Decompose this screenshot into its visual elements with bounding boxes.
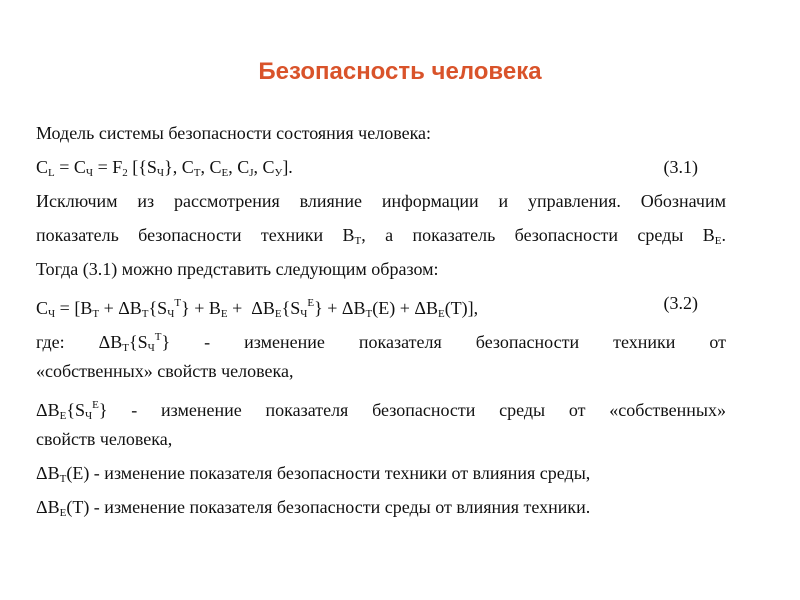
formula-3-2-expr: $C_Ч = [B_Т + \Delta B_Т\{S_Ч^Т\} + B_Е + \Delta B_Е\{S_Ч^Е\} + \Delta B_Т(Е) + \Delta B_Е(Т)]$, bbox=[36, 297, 479, 320]
definition-4: $\Delta B_Е(Т)$ - изменение показателя безопасности среды от влияния техники. bbox=[36, 497, 591, 519]
definition-1-cont: «собственных» свойств человека, bbox=[36, 361, 294, 381]
paragraph-line-2: показатель безопасности техники $B_Т$, а показатель безопасности среды $B_Е$. bbox=[36, 225, 726, 247]
definition-2: $\Delta B_Е\{S_Ч^Е\}$ - изменение показателя безопасности среды от «собственных» bbox=[36, 399, 726, 422]
intro-line: Модель системы безопасности состояния человека: bbox=[36, 123, 432, 143]
formula-3-2 bbox=[36, 286, 726, 320]
slide-body bbox=[36, 116, 726, 524]
formula-3-1-number: (3.1) bbox=[663, 157, 698, 177]
formula-3-1 bbox=[36, 150, 726, 184]
definition-3: $\Delta B_Т(Е)$ - изменение показателя безопасности техники от влияния среды, bbox=[36, 463, 591, 485]
definition-1: где: $\Delta B_Т\{S_Ч^Т\}$ - изменение показателя безопасности техники от bbox=[36, 331, 727, 354]
paragraph-line-3: Тогда (3.1) можно представить следующим образом: bbox=[36, 259, 439, 279]
page-title: Безопасность человека bbox=[258, 58, 542, 85]
formula-3-2-number: (3.2) bbox=[663, 293, 698, 313]
formula-3-1-expr: $C_L = C_Ч = F_2$ [$\{S_Ч\}$, $C_Т$, $C_Е$, $C_J$, $C_У$]. bbox=[36, 157, 293, 179]
definition-2-cont: свойств человека, bbox=[36, 429, 173, 449]
paragraph-line-1: Исключим из рассмотрения влияние информации и управления. Обозначим bbox=[36, 191, 726, 211]
